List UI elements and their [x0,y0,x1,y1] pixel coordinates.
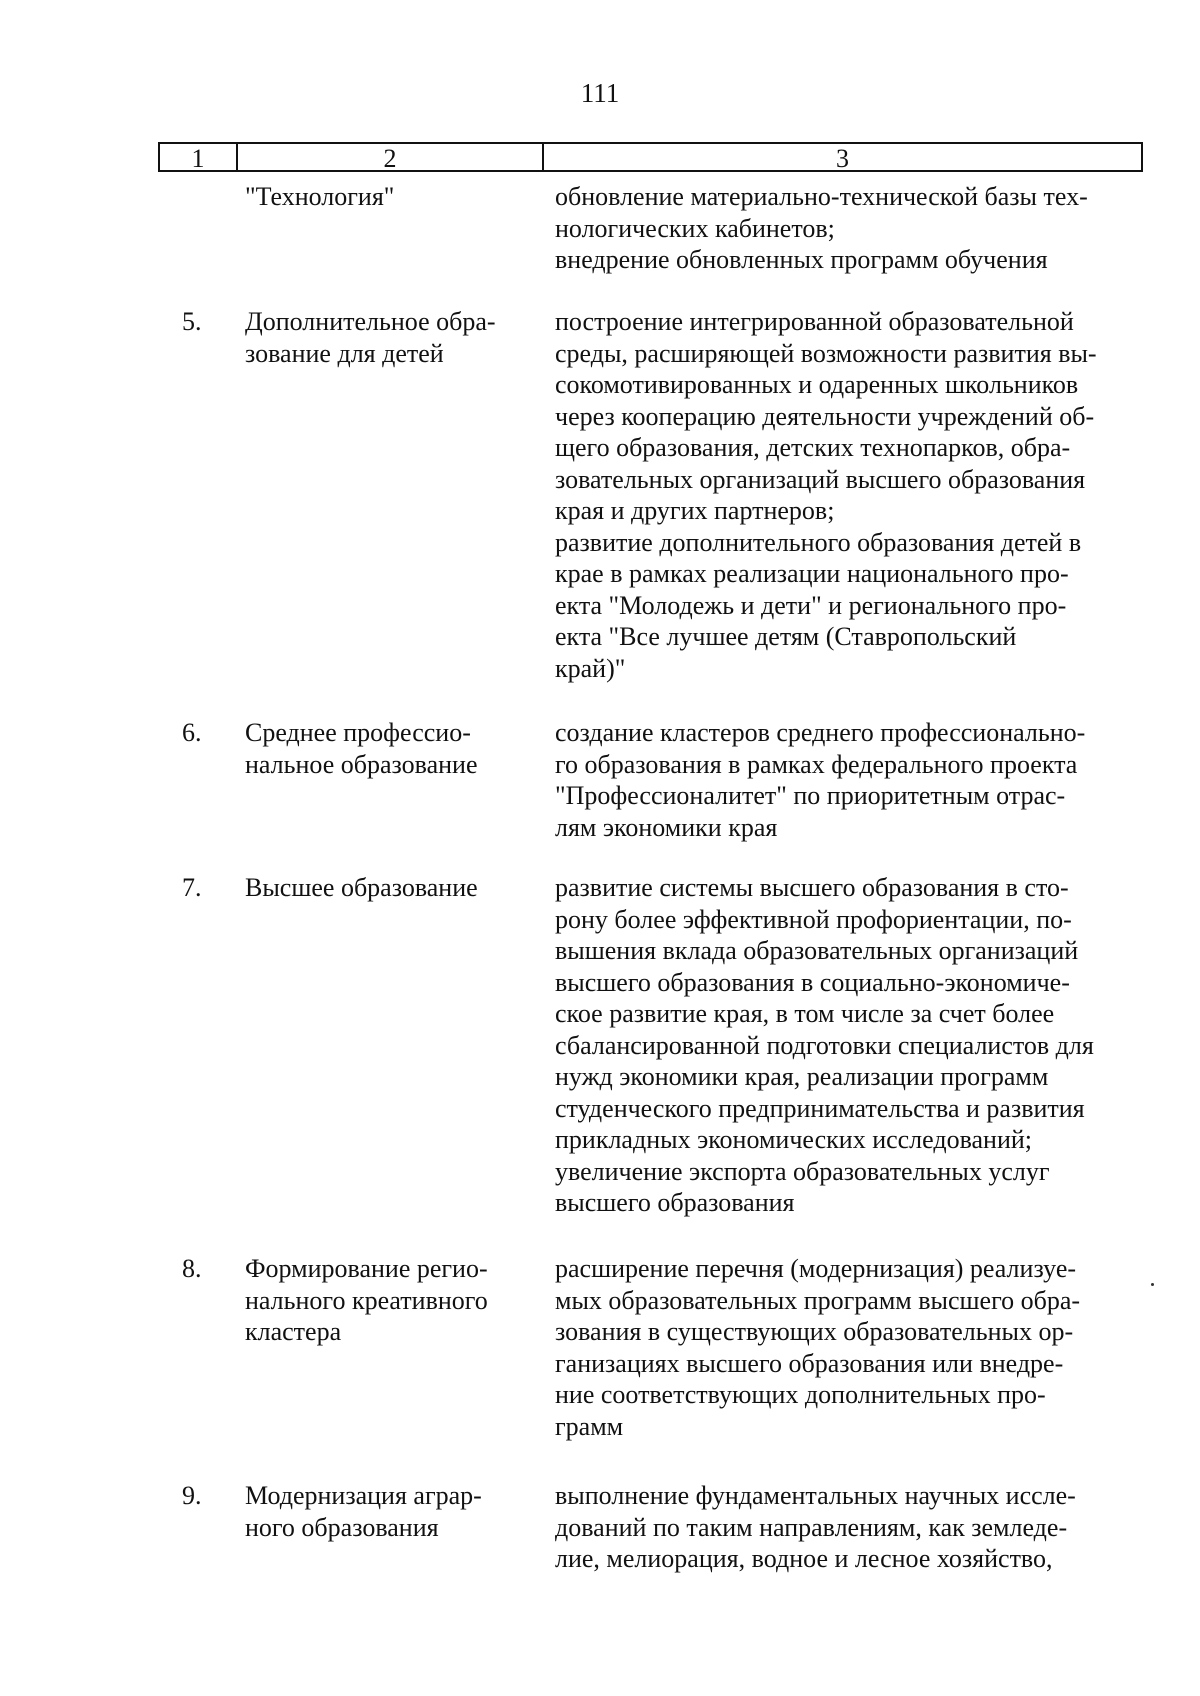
row-description-line: высшего образования в социально-экономиче- [555,967,1070,997]
row-description-line: мых образовательных программ высшего обра- [555,1285,1081,1315]
row-number: 9. [182,1481,202,1510]
row-description-line: грамм [555,1411,624,1441]
row-description-line: "Профессионалитет" по приоритетным отрас- [555,781,1066,810]
row-description-line: края и других партнеров; [555,496,835,525]
table-header-col-3: 3 [836,144,849,173]
row-description-line: создание кластеров среднего профессионально- [555,718,1086,747]
row-name-line: зование для детей [245,338,444,368]
row-name-line: Формирование регио- [245,1254,488,1283]
row-name-line: ного образования [245,1512,439,1542]
row-description [555,872,1145,1219]
row-description-line: лям экономики края [555,812,778,842]
row-name-line: Дополнительное обра- [245,307,496,336]
row-description [555,1253,1145,1442]
row-number: 5. [182,307,202,336]
row-description [555,306,1145,684]
row-name [245,1253,535,1348]
row-description-line: обновление материально-технической базы тех- [555,182,1088,211]
row-number: 8. [182,1254,202,1283]
row-name [245,181,535,213]
row-description [555,717,1145,843]
row-description-line: рону более эффективной профориентации, по- [555,904,1072,934]
row-description [555,181,1145,276]
row-description-line: нужд экономики края, реализации программ [555,1062,1049,1091]
row-description-line: развитие дополнительного образования детей в [555,527,1082,557]
row-name [245,872,535,904]
row-description-line: екта "Все лучшее детям (Ставропольский [555,622,1017,651]
row-description-line: сбалансированной подготовки специалистов для [555,1030,1094,1060]
scan-speck [1151,1283,1154,1286]
row-description-line: ганизациях высшего образования или внедре- [555,1348,1064,1378]
row-description-line: зовательных организаций высшего образования [555,464,1086,494]
row-description-line: го образования в рамках федерального проекта [555,749,1078,779]
row-name-line: Высшее образование [245,873,478,902]
row-description-line: екта "Молодежь и дети" и регионального про- [555,590,1067,620]
row-description-line: лие, мелиорация, водное и лесное хозяйство, [555,1544,1053,1573]
row-description-line: прикладных экономических исследований; [555,1125,1033,1154]
page-number: 111 [580,78,620,108]
row-description-line: увеличение экспорта образовательных услуг [555,1156,1050,1186]
row-description-line: край)" [555,653,626,683]
row-name-line: нального креативного [245,1285,488,1315]
row-name-line: кластера [245,1317,342,1346]
row-name [245,306,535,369]
row-name-line: "Технология" [245,182,395,211]
row-description-line: среды, расширяющей возможности развития вы- [555,338,1097,368]
row-description-line: щего образования, детских технопарков, обра- [555,433,1071,462]
row-description-line: расширение перечня (модернизация) реализуе- [555,1254,1077,1283]
table-header-col-2: 2 [238,144,544,170]
row-description-line: через кооперацию деятельности учреждений об- [555,401,1095,431]
row-description-line: дований по таким направлениям, как земледе- [555,1512,1068,1542]
row-description-line: внедрение обновленных программ обучения [555,245,1048,274]
row-description-line: ние соответствующих дополнительных про- [555,1380,1046,1409]
row-name-line: нальное образование [245,749,478,779]
row-number: 7. [182,873,202,902]
row-description-line: выполнение фундаментальных научных иссле- [555,1481,1076,1510]
row-description-line: студенческого предпринимательства и развития [555,1093,1085,1123]
row-number: 6. [182,718,202,747]
row-description-line: развитие системы высшего образования в сто- [555,873,1069,902]
row-name-line: Модернизация аграр- [245,1481,482,1510]
row-description-line: зования в существующих образовательных ор- [555,1317,1074,1346]
row-description-line: высшего образования [555,1188,795,1217]
row-name [245,717,535,780]
row-name-line: Среднее профессио- [245,718,471,747]
table-header [158,142,1143,172]
table-header-col-1: 1 [160,144,238,170]
row-description-line: вышения вклада образовательных организаций [555,936,1079,965]
row-name [245,1480,535,1543]
row-description-line: построение интегрированной образовательной [555,307,1074,336]
row-description-line: ское развитие края, в том числе за счет более [555,999,1055,1028]
row-description [555,1480,1145,1575]
row-description-line: сокомотивированных и одаренных школьников [555,370,1079,399]
row-description-line: нологических кабинетов; [555,213,835,243]
row-description-line: крае в рамках реализации национального про- [555,559,1069,588]
